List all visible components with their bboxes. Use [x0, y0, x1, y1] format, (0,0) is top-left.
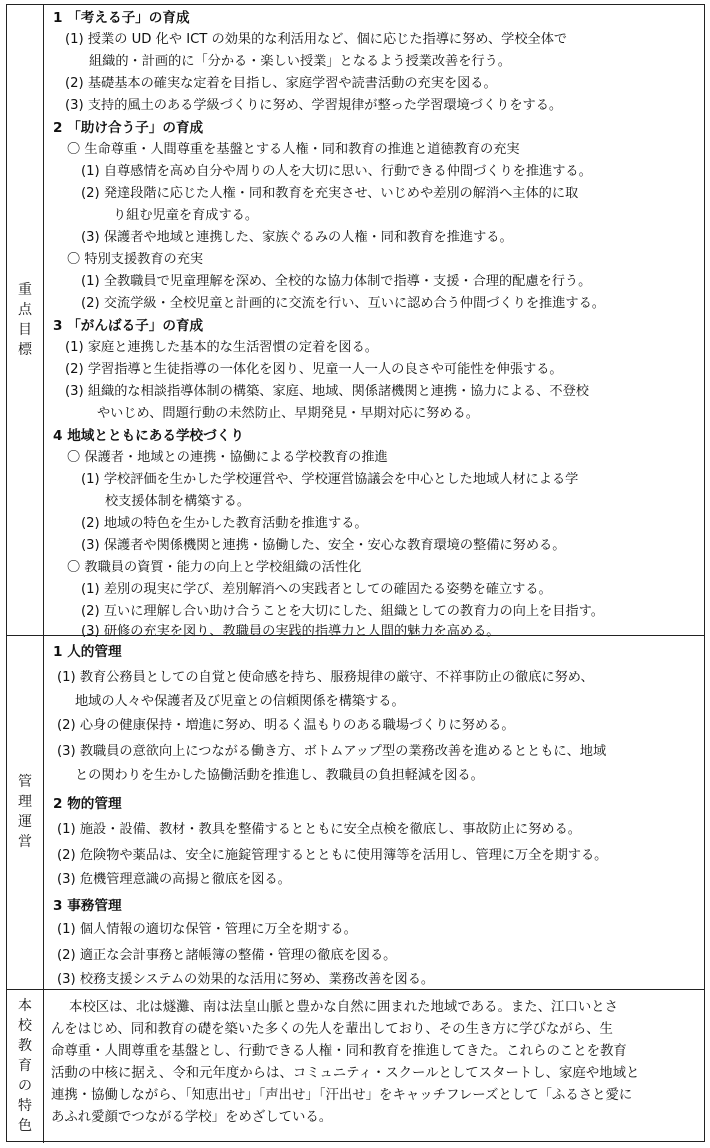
management-line: (1) 個人情報の適切な保管・管理に万全を期する。: [57, 922, 357, 937]
management-line: 地域の人々や保護者及び児童との信頼関係を構築する。: [75, 694, 405, 709]
management-line: との関わりを生かした協働活動を推進し、教職員の負担軽減を図る。: [75, 768, 484, 783]
goal-line: り組む児童を育成する。: [113, 208, 259, 223]
management-label-cell: [7, 635, 44, 989]
goal-line: (2) 地域の特色を生かした教育活動を推進する。: [81, 516, 368, 531]
goal-line: 組織的・計画的に「分かる・楽しい授業」となるよう授業改善を行う。: [89, 54, 511, 69]
goals-label-cell: [7, 5, 44, 635]
goal-line: (1) 自尊感情を高め自分や周りの人を大切に思い、行動できる仲間づくりを推進する。: [81, 164, 592, 179]
goal-line: (3) 保護者や地域と連携した、家族ぐるみの人権・同和教育を推進する。: [81, 230, 513, 245]
management-heading-3: 3 事務管理: [53, 898, 122, 914]
goal-line: (2) 交流学級・全校児童と計画的に交流を行い、互いに認め合う仲間づくりを推進する。: [81, 296, 605, 311]
goal-line: (3) 保護者や関係機関と連携・協働した、安全・安心な教育環境の整備に努める。: [81, 538, 566, 553]
goal-heading-2: 2 「助け合う子」の育成: [53, 120, 204, 136]
goal-line: (1) 学校評価を生かした学校運営や、学校運営協議会を中心とした地域人材による学: [81, 472, 579, 487]
features-paragraph-line: 命尊重・人間尊重を基盤とし、行動できる人権・同和教育を推進してきた。これらのことを教育: [51, 1044, 627, 1059]
goal-line: 〇 特別支援教育の充実: [67, 252, 204, 267]
features-label-cell: [7, 989, 44, 1143]
goal-line: 〇 教職員の資質・能力の向上と学校組織の活性化: [67, 560, 362, 575]
management-line: (1) 教育公務員としての自覚と使命感を持ち、服務規律の厳守、不祥事防止の徹底に努め、: [57, 670, 594, 685]
management-line: (2) 危険物や薬品は、安全に施錠管理するとともに使用簿等を活用し、管理に万全を期する。: [57, 848, 608, 863]
features-paragraph-line: 連携・協働しながら、「知恵出せ」「声出せ」「汗出せ」をキャッチフレーズとして「ふるさと愛に: [51, 1088, 633, 1103]
management-line: (3) 教職員の意欲向上につながる働き方、ボトムアップ型の業務改善を進めるとともに、地域: [57, 744, 607, 759]
management-label: 管理運営: [18, 774, 32, 850]
goal-line: 〇 保護者・地域との連携・協働による学校教育の推進: [67, 450, 388, 465]
goal-heading-4: 4 地域とともにある学校づくり: [53, 428, 244, 444]
features-label: 本校教育の特色: [18, 998, 32, 1134]
goal-line: (2) 互いに理解し合い助け合うことを大切にした、組織としての教育力の向上を目指す。: [81, 604, 604, 619]
goal-heading-1: 1 「考える子」の育成: [53, 10, 190, 26]
features-paragraph-line: んをはじめ、同和教育の礎を築いた多くの先人を輩出しており、その生き方に学びながら、生: [51, 1022, 613, 1037]
management-heading-2: 2 物的管理: [53, 796, 122, 812]
management-line: (2) 適正な会計事務と諸帳簿の整備・管理の徹底を図る。: [57, 948, 397, 963]
goal-line: (3) 組織的な相談指導体制の構築、家庭、地域、関係諸機関と連携・協力による、不登校: [65, 384, 589, 399]
features-paragraph-line: 活動の中核に据え、令和元年度からは、コミュニティ・スクールとしてスタートし、家庭や地域と: [51, 1066, 640, 1081]
management-line: (1) 施設・設備、教材・教具を整備するとともに安全点検を徹底し、事故防止に努める。: [57, 822, 581, 837]
section-divider: [7, 635, 704, 636]
goal-line: (3) 支持的風土のある学級づくりに努め、学習規律が整った学習環境づくりをする。: [65, 98, 563, 113]
features-paragraph-line: 本校区は、北は燧灘、南は法皇山脈と豊かな自然に囲まれた地域である。また、江口いとさ: [69, 1000, 619, 1015]
features-paragraph-line: あふれ愛顔でつながる学校」をめざしている。: [51, 1110, 333, 1125]
goal-line: (2) 発達段階に応じた人権・同和教育を充実させ、いじめや差別の解消へ主体的に取: [81, 186, 579, 201]
goal-line: 校支援体制を構築する。: [105, 494, 251, 509]
goal-line: 〇 生命尊重・人間尊重を基盤とする人権・同和教育の推進と道徳教育の充実: [67, 142, 520, 157]
goal-line: (1) 全教職員で児童理解を深め、全校的な協力体制で指導・支援・合理的配慮を行う。: [81, 274, 592, 289]
goals-label: 重点目標: [18, 282, 32, 358]
management-line: (2) 心身の健康保持・増進に努め、明るく温もりのある職場づくりに努める。: [57, 718, 515, 733]
goal-heading-3: 3 「がんばる子」の育成: [53, 318, 204, 334]
management-heading-1: 1 人的管理: [53, 644, 122, 660]
goal-line: (1) 家庭と連携した基本的な生活習慣の定着を図る。: [65, 340, 378, 355]
goal-line: (2) 基礎基本の確実な定着を目指し、家庭学習や読書活動の充実を図る。: [65, 76, 497, 91]
management-line: (3) 危機管理意識の高揚と徹底を図る。: [57, 872, 291, 887]
goal-line: (1) 差別の現実に学び、差別解消への実践者としての確固たる姿勢を確立する。: [81, 582, 552, 597]
section-divider: [7, 989, 704, 990]
school-policy-table: [6, 4, 705, 1142]
goal-line: (2) 学習指導と生徒指導の一体化を図り、児童一人一人の良さや可能性を伸張する。: [65, 362, 563, 377]
goal-line: (1) 授業の UD 化や ICT の効果的な利活用など、個に応じた指導に努め、学校全体で: [65, 32, 568, 47]
goal-line: (3) 研修の充実を図り、教職員の実践的指導力と人間的魅力を高める。: [81, 624, 500, 639]
management-line: (3) 校務支援システムの効果的な活用に努め、業務改善を図る。: [57, 972, 435, 987]
goal-line: やいじめ、問題行動の未然防止、早期発見・早期対応に努める。: [97, 406, 479, 421]
